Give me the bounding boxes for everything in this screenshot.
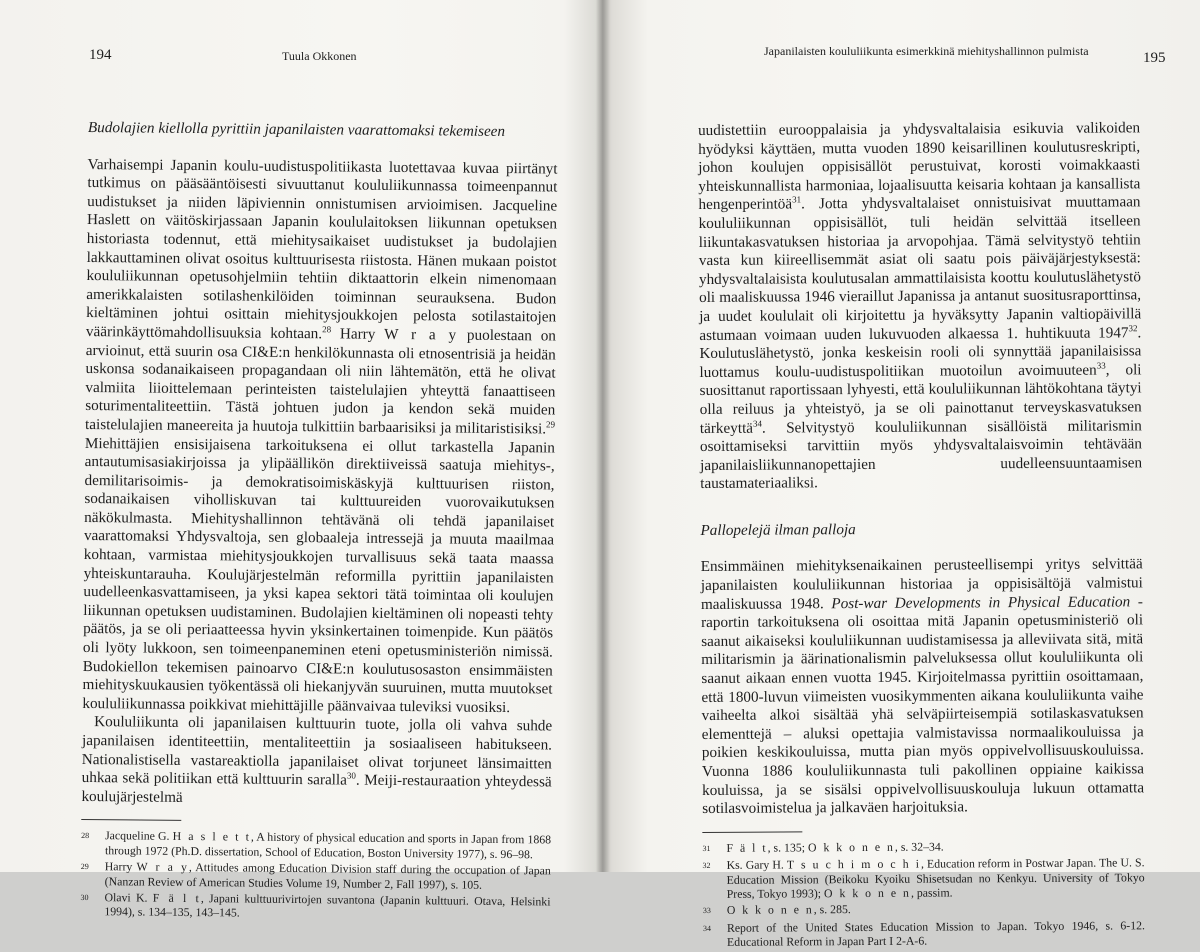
footnote: 30 Olavi K. F ä l t, Japani kulttuurivirtojen suvantona (Japanin kulttuuri. Otava, Helsinki 1994), s. 134–135, 143–145. xyxy=(80,890,551,920)
footnote-rule xyxy=(81,819,181,821)
footnotes xyxy=(702,838,1145,950)
footnote-ref[interactable]: 33 xyxy=(1096,360,1106,371)
paragraph: uudistettiin eurooppalaisia ja yhdysvaltalaisia esikuvia valikoiden hyödyksi käyttäen, mutta vuoden 1890 keisarillinen koulutusreskripti, johon koulujen oppisisällöt perustuivat, korosti voimakkaasti yhteiskunnallista harmoniaa, lojaalisuutta keisaria kohtaan ja kansallista hengenperintöä$^{31}$. Jotta yhdysvaltalaiset onnistuisivat muuttamaan koululiikunnan oppisisällöt, tuli heidän selvittää itselleen liikuntakasvatuksen historiaa ja arvopohjaa. Tämä selvitystyö tehtiin vasta kun kiireellisemmät asiat oli saatu pois päiväjärjestyksestä: yhdysvaltalaisista koulutusalan ammattilaisista koottu koulutuslähetystö oli maaliskuussa 1946 vieraillut Japanissa ja antanut suositusraporttinsa, ja uudet koululait oli kirjoitettu ja hyväksytty Japanin valtiopäivillä astumaan voimaan uuden lukuvuoden alkaessa 1. huhtikuuta 1947$^{32}$. Koulutuslähetystö, jonka keskeisin rooli oli synnyttää japanilaisissa luottamus koulu-uudistuspolitiikan muotoilun avoimuuteen$^{33}$, oli suosittanut raportissaan lyhyesti, että koululiikunnan lähtökohtana täytyi olla reiluus ja yhteistyö, ja se oli painottanut terveyskasvatuksen tärkeyttä$^{34}$. Selvitystyö koululiikunnan sisällöistä militarismin osoittamiseksi tarvittiin myös yhdysvaltalaisvoimin tehtävään japanilaisliikunnanopettajien uudelleensuuntaamisen taustamateriaaliksi. xyxy=(698,119,1143,493)
left-page xyxy=(0,0,598,920)
footnotes xyxy=(80,828,551,923)
page-number: 194 xyxy=(89,47,112,63)
footnote: 32 Ks. Gary H. T s u c h i m o c h i, Education reform in Postwar Japan. The U. S. Education Mission (Beikoku Kyoiku Shisetsudan no Kenkyu. University of Tokyo Press, Tokyo 1993); O k k o n e n, passim. xyxy=(702,855,1145,901)
paragraph: Varhaisempi Japanin koulu-uudistuspolitiikasta luotettavaa kuvaa piirtänyt tutkimus on pääsääntöisesti sivuuttanut koululiikunnassa toimeenpannut uudistukset ja niiden läpiviennin onnistumisen arvioimisen. Jacqueline Haslett on väitöskirjassaan Japanin koululaitoksen liikunnan opetuksen historiasta todennut, että miehitysaikaiset uudistukset ja budolajien lakkauttaminen olivat osoitus kulttuurisesta riistosta. Hänen mukaan poistot koululiikunnan opetusohjelmiin tehtiin diktaattorin elkein nimenomaan amerikkalaisten sotilashenkilöiden toiminnan seurauksena. Budon kieltäminen johtui osittain miehitysjoukkojen pelosta sotilastaitojen väärinkäyttömahdollisuuksia kohtaan.$^{28}$ Harry W r a y puolestaan on arvioinut, että suurin osa CI&E:n henkilökunnasta oli etnosentrisiä ja heidän uskonsa sodanaikaiseen propagandaan oli niin lähtemätön, että he olivat valmiita liioittelemaan perinteisten taistelulajien yhteyttä fanaattiseen soturimentaliteettiin. Tästä johtuen judon ja kendon sekä muiden taistelulajien maneereita ja huutoja tulkittiin barbaarisiksi ja militaristisiksi.$^{29}$ Miehittäjien ensisijaisena tarkoituksena ei ollut tarkastella Japanin antautumisasiakirjoissa ja ylipäällikön direktiiveissä saatuja miehitys-, demilitarisoimis- ja demokratisoimiskäskyjä kulttuurisen riiston, sodanaikaisen viholliskuvan tai kulttuureiden vuorovaikutuksen näkökulmasta. Miehityshallinnon tehtävänä oli tehdä japanilaiset vaarattomaksi Yhdysvaltoja, sen globaaleja intressejä ja muuta maailmaa kohtaan, varmistaa miehitysjoukkojen turvallisuus sekä taata maassa yhteiskuntarauha. Koulujärjestelmän reformilla pyrittiin japanilaisten uudelleenkasvattamiseen, ja yksi kapea sektori tätä toimintaa oli koulujen liikunnan opetuksen uudistaminen. Budolajien kieltäminen oli nopeasti tehty päätös, ja se oli periaatteessa hyvin yksinkertainen toimenpide. Kun päätös oli lyöty lukkoon, sen toimeenpaneminen eteni opetusministeriön nimissä. Budokiellon tekemisen painoarvo CI&E:n koulutusosaston ensimmäisten miehityskuukausien työkentässä oli hiekanjyvän suuruinen, mutta muutokset koululiikunnassa poikkivat miehittäjille päänvaivaa tuleviksi vuosiksi. xyxy=(82,155,558,716)
footnote-rule xyxy=(702,831,802,833)
section-title: Budolajien kiellolla pyrittiin japanilaisten vaarattomaksi tekemiseen xyxy=(87,119,506,141)
footnote: 31 F ä l t, s. 135; O k k o n e n, s. 32–34. xyxy=(702,839,944,855)
footnote-ref[interactable]: 32 xyxy=(1128,322,1138,333)
footnote-ref[interactable]: 28 xyxy=(322,324,332,335)
right-text-column xyxy=(698,119,1145,951)
left-text-column xyxy=(80,119,558,925)
footnote: 34 Report of the United States Education Mission to Japan. Tokyo 1946, s. 6-12. Educational Reform in Japan Part I 2-A-6. xyxy=(702,918,1145,950)
footnote-ref[interactable]: 31 xyxy=(792,194,802,205)
paragraph: Ensimmäinen miehityksenaikainen perusteellisempi yritys selvittää japanilaisten koululiikunnan historiaa ja oppisisältöjä valmistui maaliskuussa 1948. Post-war Developments in Physical Education -raportin tarkoituksena oli osoittaa mitä Japanin opetusministeriö oli saanut aikaiseksi koululiikunnan uudistamisessa ja alleviivata sitä, mitä militarismin ja äärinationalismin palveluksessa ollut koululiikunta oli saanut aikaan ennen vuotta 1945. Kirjoitelmassa pyrittiin osoittamaan, että 1800-luvun viimeisten vuosikymmenten aikana koululiikunta vaihe vaiheelta alkoi sisältää yhä selväpiirteisempiä sotilaskasvatuksen elementtejä – aluksi opettajia valmistavissa normaalikouluissa ja poikien keskikouluissa, mutta pian myös oppivelvollisuuskouluissa. Vuonna 1886 koululiikunnasta tuli pakollinen oppiaine kaikissa kouluissa, ja se sisälsi oppivelvollisuuskouluja lukuun ottamatta sotilasvoimistelua ja jalkaväen harjoituksia. xyxy=(700,555,1145,818)
report-title: Post-war Developments in Physical Education xyxy=(831,593,1131,612)
footnote-ref[interactable]: 30 xyxy=(346,770,357,781)
footnote-ref[interactable]: 34 xyxy=(752,418,763,429)
footnote: 33 O k k o n e n, s. 285. xyxy=(702,902,851,918)
footnote: 29 Harry W r a y, Attitudes among Education Division staff during the occupation of Japan (Nanzan Review of American Studies Volume 19, Number 2, Fall 1997), s. 105. xyxy=(80,859,551,892)
page-number: 195 xyxy=(1143,50,1166,66)
section-title: Pallopelejä ilman palloja xyxy=(700,520,856,539)
footnote-ref[interactable]: 29 xyxy=(546,419,556,430)
running-head: Japanilaisten koululiikunta esimerkkinä miehityshallinnon pulmista xyxy=(764,44,1089,58)
right-page xyxy=(602,0,1200,950)
paragraph: Koululiikunta oli japanilaisen kulttuurin tuote, jolla oli vahva suhde japanilaisen identiteettiin, mentaliteettiin ja sosiaaliseen habitukseen. Nationalistisella vastareaktiolla japanilaiset olivat torjuneet länsimaitten uhkaa sekä politiikan että kulttuurin saralla$^{30}$. Meiji-restauraation yhteydessä koulujärjestelmä xyxy=(81,713,553,806)
footnote: 28 Jacqueline G. H a s l e t t, A history of physical education and sports in Japan from 1868 through 1972 (Ph.D. dissertation, School of Education, Boston University 1977), s. 96–98. xyxy=(81,828,552,862)
running-head: Tuula Okkonen xyxy=(282,49,357,63)
